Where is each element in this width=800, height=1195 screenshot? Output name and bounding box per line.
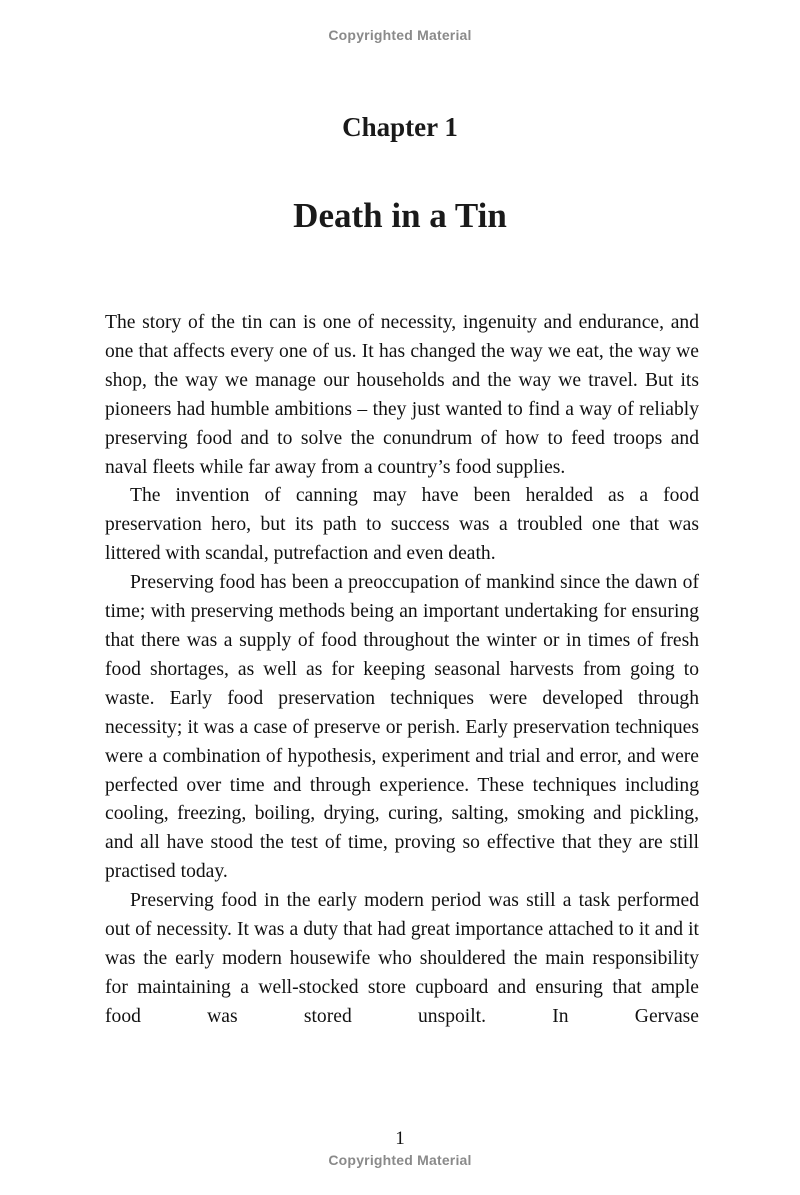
paragraph: Preserving food in the early modern period was still a task performed out of necessity. It was a duty that had great importance attached to it and it was the early modern housewife who shouldered the main responsibility for maintaining a well-stocked store cupboard and ensuring that ample food was stored unspoilt. In Gervase (105, 890, 699, 1027)
copyright-watermark-top: Copyrighted Material (328, 27, 472, 43)
chapter-number: Chapter 1 (342, 112, 458, 142)
body-text (105, 309, 699, 1032)
copyright-watermark-bottom: Copyrighted Material (328, 1152, 472, 1168)
chapter-title: Death in a Tin (293, 196, 507, 235)
paragraph: The invention of canning may have been heralded as a food preservation hero, but its path to success was a troubled one that was littered with scandal, putrefaction and even death. (105, 485, 699, 565)
paragraph: The story of the tin can is one of necessity, ingenuity and endurance, and one that affects every one of us. It has changed the way we eat, the way we shop, the way we manage our households and the way we travel. But its pioneers had humble ambitions – they just wanted to find a way of reliably preserving food and to solve the conundrum of how to feed troops and naval fleets while far away from a country’s food supplies. (105, 312, 699, 478)
page-number: 1 (395, 1128, 405, 1149)
paragraph: Preserving food has been a preoccupation of mankind since the dawn of time; with preserving methods being an important undertaking for ensuring that there was a supply of food throughout the winter or in times of fresh food shortages, as well as for keeping seasonal harvests from going to waste. Early food preservation techniques were developed through necessity; it was a case of preserve or perish. Early preservation techniques were a combination of hypothesis, experiment and trial and error, and were perfected over time and through experience. These techniques including cooling, freezing, boiling, drying, curing, salting, smoking and pickling, and all have stood the test of time, proving so effective that they are still practised today. (105, 572, 699, 883)
